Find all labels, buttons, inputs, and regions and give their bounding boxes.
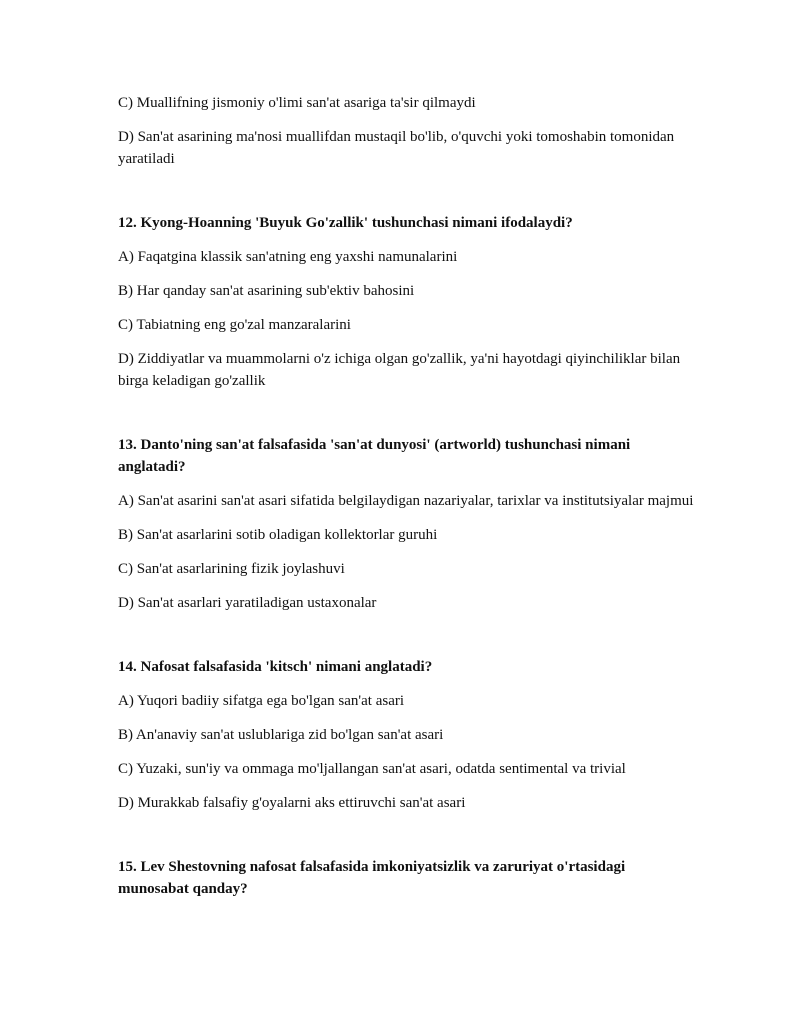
question-title: 12. Kyong-Hoanning 'Buyuk Go'zallik' tushunchasi nimani ifodalaydi? <box>118 215 573 231</box>
option-c: C) Muallifning jismoniy o'limi san'at asariga ta'sir qilmaydi <box>118 95 476 111</box>
question-14 <box>118 656 698 814</box>
option-d: D) Ziddiyatlar va muammolarni o'z ichiga olgan go'zallik, ya'ni hayotdagi qiyinchiliklar bilan birga keladigan go'zallik <box>118 351 681 389</box>
option-c: C) Tabiatning eng go'zal manzaralarini <box>118 317 351 333</box>
option-a: A) Yuqori badiiy sifatga ega bo'lgan san'at asari <box>118 693 405 709</box>
question-title: 15. Lev Shestovning nafosat falsafasida imkoniyatsizlik va zaruriyat o'rtasidagi munosabat qanday? <box>118 859 626 897</box>
question-13 <box>118 434 698 614</box>
option-a: A) Faqatgina klassik san'atning eng yaxshi namunalarini <box>118 249 458 265</box>
option-b: B) San'at asarlarini sotib oladigan kollektorlar guruhi <box>118 527 438 543</box>
option-c: C) San'at asarlarining fizik joylashuvi <box>118 561 345 577</box>
option-d: D) San'at asarining ma'nosi muallifdan mustaqil bo'lib, o'quvchi yoki tomoshabin tomonidan yaratiladi <box>118 129 675 167</box>
option-b: B) An'anaviy san'at uslublariga zid bo'lgan san'at asari <box>118 727 444 743</box>
option-d: D) Murakkab falsafiy g'oyalarni aks ettiruvchi san'at asari <box>118 795 466 811</box>
option-c: C) Yuzaki, sun'iy va ommaga mo'ljallangan san'at asari, odatda sentimental va trivial <box>118 761 626 777</box>
document-content <box>118 92 698 912</box>
question-title: 13. Danto'ning san'at falsafasida 'san'at dunyosi' (artworld) tushunchasi nimani anglatadi? <box>118 437 631 475</box>
option-a: A) San'at asarini san'at asari sifatida belgilaydigan nazariyalar, tarixlar va institutsiyalar majmui <box>118 493 694 509</box>
option-b: B) Har qanday san'at asarining sub'ektiv bahosini <box>118 283 415 299</box>
option-d: D) San'at asarlari yaratiladigan ustaxonalar <box>118 595 377 611</box>
question-12 <box>118 212 698 392</box>
question-title: 14. Nafosat falsafasida 'kitsch' nimani anglatadi? <box>118 659 433 675</box>
question-11-tail <box>118 92 698 170</box>
question-15 <box>118 856 698 900</box>
